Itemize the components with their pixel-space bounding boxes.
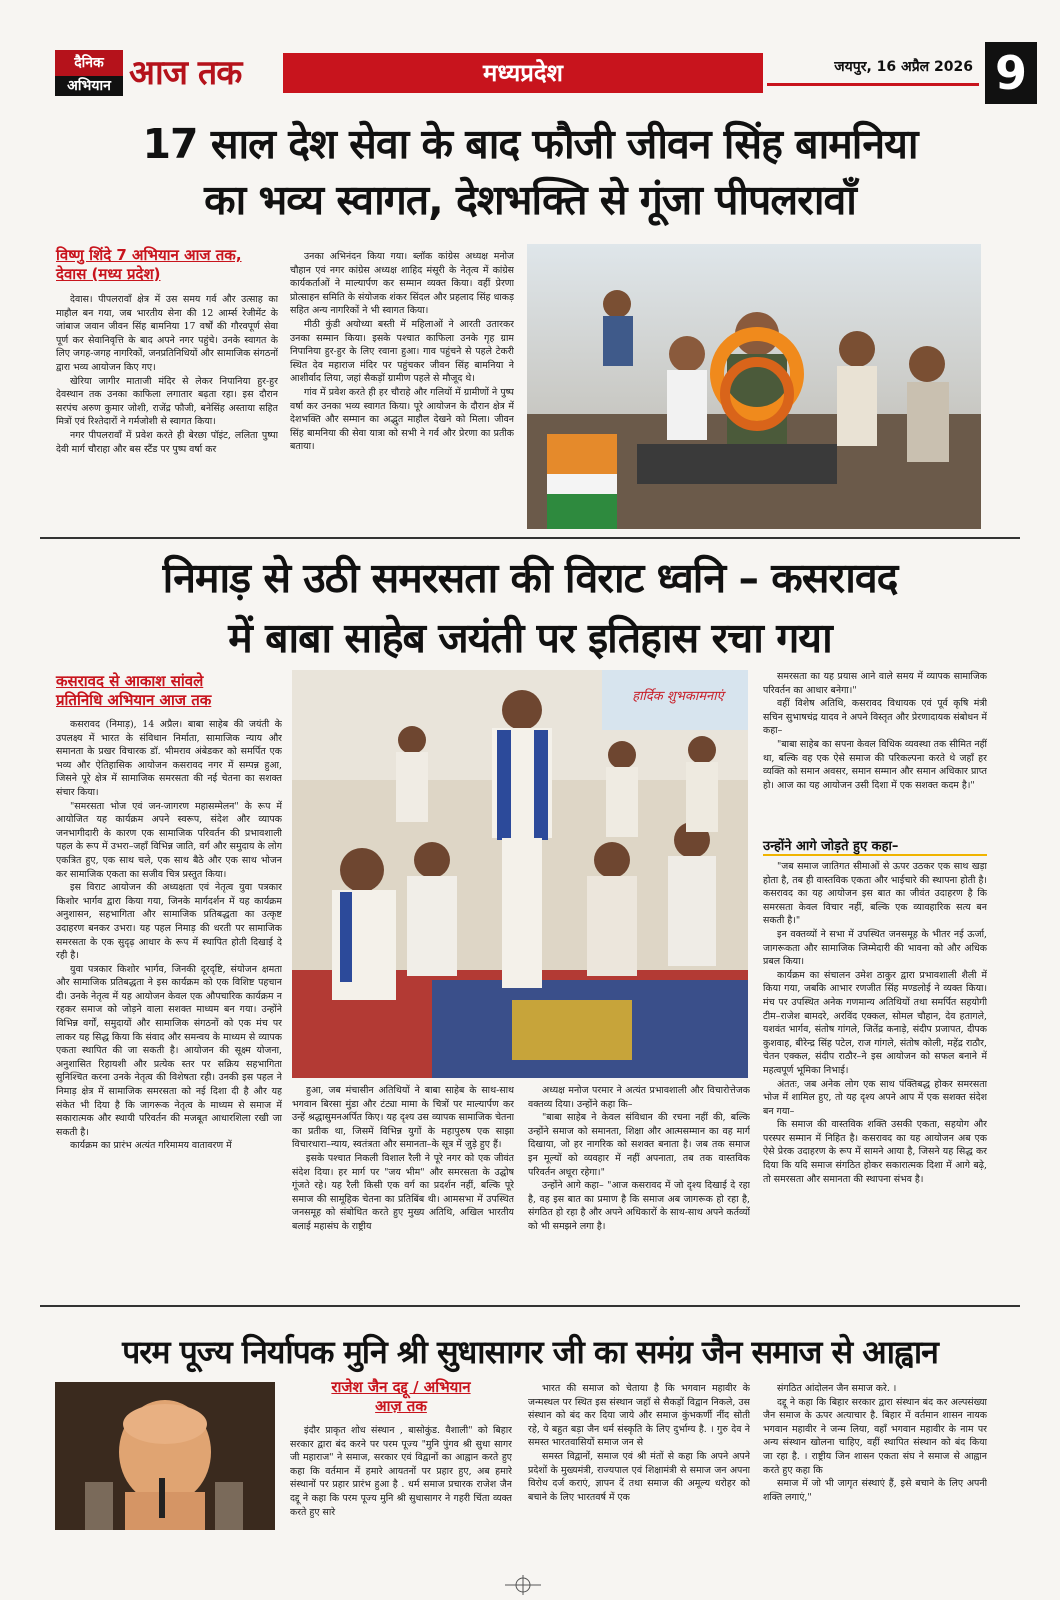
story1-photo-soldier-welcome — [527, 244, 981, 529]
paragraph: इंदौर प्राकृत शोध संस्थान , बासोकुंड. वैशाली" को बिहार सरकार द्वारा बंद करने पर परम पूज्य "मुनि पुंगव श्री सुधा सागर जी महाराज" ने समाज, सरकार एवं विद्वानों का आह्वान करते हुए कहा कि वर्तमान में हमारे आयतनों पर प्रहार हुए, अब हमारे संस्थानों पर प्रहार प्रारंभ हुआ है . धर्म समाज प्रचारक राजेश जैन दद्दू ने कहा कि परम पूज्य मुनि श्री सुधासागर ने गहरी चिंता व्यक्त करते हुए सारे — [290, 1425, 512, 1518]
divider — [40, 537, 1020, 539]
section-title: मध्यप्रदेश — [283, 53, 763, 93]
paragraph: कि समाज की वास्तविक शक्ति उसकी एकता, सहयोग और परस्पर सम्मान में निहित है। कसरावद का यह आयोजन अब एक ऐसे प्रेरक उदाहरण के रूप में सामने आया है, जिसने यह सिद्ध कर दिया कि यदि समाज संगठित होकर सकारात्मक दिशा में आगे बढ़े, तो समरसता और समानता की स्थापना संभव है। — [763, 1119, 987, 1185]
story1-byline-line2: देवास (मध्य प्रदेश) — [56, 265, 161, 283]
masthead — [55, 46, 1027, 100]
paragraph: अंततः, जब अनेक लोग एक साथ पंक्तिबद्ध होकर समरसता भोज में शामिल हुए, तो यह दृश्य अपने आप में एक सशक्त संदेश बन गया– — [763, 1078, 987, 1117]
story2-headline-line1: निमाड़ से उठी समरसता की विराट ध्वनि – कसरावद — [162, 554, 898, 602]
paragraph: समरसता का यह प्रयास आने वाले समय में व्यापक सामाजिक परिवर्तन का आधार बनेगा।" — [763, 671, 987, 696]
story3-byline — [290, 1378, 512, 1416]
paragraph: मीठी कुंडी अयोध्या बस्ती में महिलाओं ने आरती उतारकर उनका सम्मान किया। इसके पश्चात काफिला उनके गृह ग्राम निपानिया हुर-हुर के लिए रवाना हुआ। गाव पहुंचने से पहले टेकरी स्थित देव महाराज मंदिर पर पहुंचकर जीवन सिंह बामनिया ने आशीर्वाद लिया, जहां सैकड़ों ग्रामीण पहले से मौजूद थे। — [290, 318, 514, 385]
paragraph: भारत की समाज को चेताया है कि भगवान महावीर के जन्मस्थल पर स्थित इस संस्थान जहाँ से सैकड़ों विद्वान निकले, उस संस्थान को बंद कर दिया जाये और समाज कुंभकर्णी नींद सोती रहे, ये बहुत बड़ा जैन धर्म संस्कृति के लिए दुर्भाग्य है. । गुरु देव ने समस्त भारतवासियों समाज जन से — [528, 1383, 750, 1449]
story3-byline-line1: राजेश जैन दद्दू / अभियान — [331, 1378, 471, 1396]
paragraph: "समरसता भोज एवं जन-जागरण महासम्मेलन" के रूप में आयोजित यह कार्यक्रम अपने स्वरूप, संदेश और व्यापक जनभागीदारी के कारण एक सामाजिक परिवर्तन की प्रभावशाली पहल के रूप में उभरा–जहाँ विभिन्न जाति, वर्ग और समुदाय के लोग एकत्रित हुए, एक साथ चले, एक साथ बैठे और एक साथ भोजन कर सामाजिक एकता का सजीव चित्र प्रस्तुत किया। — [56, 800, 282, 880]
photo-banner-text: हार्दिक शुभकामनाएं — [632, 689, 724, 704]
story1-headline — [40, 116, 1020, 228]
story1-column-2 — [290, 250, 514, 522]
paragraph: इस विराट आयोजन की अध्यक्षता एवं नेतृत्व युवा पत्रकार किशोर भार्गव द्वारा किया गया, जिनके मार्गदर्शन में यह कार्यक्रम अनुशासन, सहभागिता और सामाजिक प्रतिबद्धता का उत्कृष्ट उदाहरण बनकर उभरा। यह पहल निमाड़ की धरती पर सामाजिक समरसता के एक सुदृढ़ आधार के रूप में स्थापित होती दिखाई दे रही है। — [56, 882, 282, 962]
brand-title: आज तक — [129, 53, 242, 93]
story1-headline-line1: 17 साल देश सेवा के बाद फौजी जीवन सिंह बामनिया — [142, 120, 918, 168]
paragraph: इसके पश्चात निकली विशाल रैली ने पूरे नगर को एक जीवंत संदेश दिया। हर मार्ग पर "जय भीम" और समरसता के उद्घोष गूंजते रहे। यह रैली किसी एक वर्ग का प्रदर्शन नहीं, बल्कि पूरे समाज की सामूहिक चेतना का प्रतिबिंब थी। आमसभा में उपस्थित जनसमूह को संबोधित करते हुए मुख्य अतिथि, अखिल भारतीय बलाई महासंघ के राष्ट्रीय — [292, 1152, 514, 1232]
story1-column-1 — [56, 293, 278, 523]
story2-byline-line2: प्रतिनिधि अभियान आज तक — [56, 691, 212, 709]
story3-byline-line2: आज़ तक — [375, 1397, 427, 1415]
story2-headline-line2: में बाबा साहेब जयंती पर इतिहास रचा गया — [228, 614, 832, 662]
paragraph: "बाबा साहेब ने केवल संविधान की रचना नहीं की, बल्कि उन्होंने समाज को समानता, शिक्षा और आत्मसम्मान का वह मार्ग दिखाया, जो हर नागरिक को सशक्त बनाता है। जब तक समाज इन मूल्यों को व्यवहार में नहीं अपनाता, तब तक वास्तविक परिवर्तन अधूरा रहेगा।" — [528, 1112, 750, 1178]
brand-small-line2: अभियान — [55, 76, 123, 96]
story2-byline — [56, 672, 286, 710]
story1-headline-line2: का भव्य स्वागत, देशभक्ति से गूंजा पीपलरावाँ — [204, 176, 856, 224]
paragraph: समस्त विद्वानों, समाज एवं श्री मंतों से कहा कि अपने अपने प्रदेशों के मुख्यमंत्री, राज्यपाल एवं शिक्षामंत्री से समाज जन अपना विरोध दर्ज कराएं, ज्ञापन दें तथा समाज की अमूल्य धरोहर को बचाने के लिए भारतवर्ष में एक — [528, 1450, 750, 1503]
registration-mark — [505, 1575, 541, 1595]
story3-column-3 — [763, 1382, 987, 1536]
paragraph: हुआ, जब मंचासीन अतिथियों ने बाबा साहेब के साथ-साथ भगवान बिरसा मुंडा और टंट्या मामा के चित्रों पर माल्यार्पण कर उन्हें श्रद्धासुमनअर्पित किए। यह दृश्य उस व्यापक सामाजिक चेतना का प्रतीक था, जिसमें विभिन्न युगों के महापुरुष एक साझा विचारधारा–न्याय, स्वतंत्रता और समानता–के सूत्र में जुड़े हुए हैं। — [292, 1085, 514, 1151]
paragraph: कसरावद (निमाड़), 14 अप्रैल। बाबा साहेब की जयंती के उपलक्ष्य में भारत के संविधान निर्माता, सामाजिक न्याय और समानता के प्रखर विचारक डॉ. भीमराव अंबेडकर को समर्पित एक भव्य और ऐतिहासिक आयोजन कसरावद नगर में सम्पन्न हुआ, जिसने पूरे क्षेत्र में सामाजिक समरसता की नई चेतना का सशक्त संचार किया। — [56, 719, 282, 798]
story3-photo-monk — [55, 1382, 275, 1530]
paragraph: कार्यक्रम का संचालन उमेश ठाकुर द्वारा प्रभावशाली शैली में किया गया, जबकि आभार रणजीत सिंह मण्डलोई ने व्यक्त किया। मंच पर उपस्थित अनेक गणमान्य अतिथियों तथा समर्पित सहयोगी टीम–राजेश बामदरे, अरविंद एक्कल, सोमल चौहान, देव हतागले, यशवंत भार्गव, संतोष गांगले, जितेंद्र कनाड़े, संदीप प्रजापत, दीपक कुशवाह, बीरेन्द्र सिंह पटेल, राज गांगले, संतोष कोली, महेंद्र राठौर, चेतन एक्कल, संदीप राठौर–ने इस आयोजन को सफल बनाने में महत्वपूर्ण भूमिका निभाई। — [763, 969, 987, 1076]
story3-headline: परम पूज्य निर्यापक मुनि श्री सुधासागर जी का समंग्र जैन समाज से आह्वान — [122, 1333, 938, 1371]
brand-small-line1: दैनिक — [74, 55, 104, 71]
paragraph: उनका अभिनंदन किया गया। ब्लॉक कांग्रेस अध्यक्ष मनोज चौहान एवं नगर कांग्रेस अध्यक्ष शाहिद मंसूरी के नेतृत्व में कांग्रेस कार्यकर्ताओं ने माल्यार्पण कर सम्मान व्यक्त किया। वहीं प्रेरणा प्रोत्साहन समिति के संयोजक शंकर सिंदल और प्रहलाद सिंह धाकड़ सहित अन्य नागरिकों ने भी स्वागत किया। — [290, 251, 514, 317]
story2-photo-gathering — [292, 670, 748, 1078]
story3-column-2 — [528, 1382, 750, 1536]
paragraph: अध्यक्ष मनोज परमार ने अत्यंत प्रभावशाली और विचारोत्तेजक वक्तव्य दिया। उन्होंने कहा कि– — [528, 1085, 750, 1110]
divider — [40, 1305, 1020, 1307]
paragraph: युवा पत्रकार किशोर भार्गव, जिनकी दूरदृष्टि, संयोजन क्षमता और सामाजिक प्रतिबद्धता ने इस कार्यक्रम को एक विशिष्ट पहचान दी। उनके नेतृत्व में यह आयोजन केवल एक औपचारिक कार्यक्रम न रहकर समाज को जोड़ने वाला सशक्त माध्यम बन गया। उन्होंने विभिन्न वर्गों, समुदायों और सामाजिक संगठनों को एक मंच पर लाकर यह सिद्ध किया कि संवाद और समन्वय के माध्यम से व्यापक एकता स्थापित की जा सकती है। आयोजन की सूक्ष्म योजना, अनुशासित रिहायशी और प्रत्येक स्तर पर सक्रिय सहभागिता सुनिश्चित करना उनके नेतृत्व की विशेषता रही। उनकी इस पहल ने निमाड़ क्षेत्र में सामाजिक समरसता को नई दिशा दी है और यह संकेत भी दिया है कि जागरूक नेतृत्व के माध्यम से समाज में सकारात्मक और स्थायी परिवर्तन की मजबूत आधारशिला रखी जा सकती है। — [56, 963, 282, 1138]
paragraph: नगर पीपलरावाँ में प्रवेश करते ही बेरछा पॉइंट, ललिता पुष्पा देवी मार्ग चौराहा और बस स्टैंड पर पुष्प वर्षा कर — [56, 429, 278, 455]
story2-column-4-top — [763, 670, 987, 830]
paragraph: खेरिया जागीर माताजी मंदिर से लेकर निपानिया हुर-हुर देवस्थान तक उनका काफिला लगातार बढ़ता रहा। इस दौरान सरपंच अरुण कुमार जोशी, राजेंद्र फौजी, बनेसिंह अस्ताया सहित मित्रों एवं रिश्तेदारों ने गर्मजोशी से स्वागत किया। — [56, 375, 278, 428]
paragraph: कार्यक्रम का प्रारंभ अत्यंत गरिमामय वातावरण में — [70, 1140, 232, 1152]
story2-column-3 — [528, 1084, 750, 1296]
story1-byline — [56, 246, 286, 284]
paragraph: वहीं विशेष अतिथि, कसरावद विधायक एवं पूर्व कृषि मंत्री सचिन सुभाषचंद्र यादव ने अपने विस्तृत और प्रेरणादायक संबोधन में कहा– — [763, 698, 987, 737]
story2-headline — [40, 548, 1020, 668]
paragraph: देवास। पीपलरावाँ क्षेत्र में उस समय गर्व और उत्साह का माहौल बन गया, जब भारतीय सेना की 12 आर्म्स रेजीमेंट के जांबाज जवान जीवन सिंह बामनिया 17 वर्षों की गौरवपूर्ण सेवा पूर्ण कर सेवानिवृत्ति के बाद अपने नगर पहुंचे। उनके स्वागत के लिए जगह-जगह नागरिकों, जनप्रतिनिधियों और सामाजिक संगठनों द्वारा भव्य आयोजन किए गए। — [56, 294, 278, 373]
edition-date: जयपुर, 16 अप्रैल 2026 — [767, 54, 979, 86]
story3-column-1 — [290, 1424, 512, 1536]
story1-byline-line1: विष्णु शिंदे 7 अभियान आज तक, — [56, 246, 242, 264]
brand-logo-small — [55, 50, 123, 96]
paragraph: "जब समाज जातिगत सीमाओं से ऊपर उठकर एक साथ खड़ा होता है, तब ही वास्तविक एकता और भाईचारे की स्थापना होती है। कसरावद का यह आयोजन इस बात का जीवंत उदाहरण है कि समरसता केवल विचार नहीं, बल्कि एक व्यावहारिक सत्य बन सकती है।" — [763, 861, 987, 927]
paragraph: गांव में प्रवेश करते ही हर चौराहे और गलियों में ग्रामीणों ने पुष्प वर्षा कर उनका भव्य स्वागत किया। पूरे आयोजन के दौरान क्षेत्र में देशभक्ति और सम्मान का अद्भुत माहौल देखने को मिला। जीवन सिंह बामनिया की सेवा यात्रा को सभी ने गर्व और प्रेरणा का प्रतीक बताया। — [290, 386, 514, 453]
paragraph: इन वक्तव्यों ने सभा में उपस्थित जनसमूह के भीतर नई ऊर्जा, जागरूकता और सामाजिक जिम्मेदारी की भावना को और अधिक प्रबल किया। — [763, 928, 987, 968]
paragraph: दद्दू ने कहा कि बिहार सरकार द्वारा संस्थान बंद कर अल्पसंख्या जैन समाज के ऊपर अत्याचार है. बिहार में वर्तमान शासन नायक भगवान महावीर ने जन्म लिया, वहाँ भगवान महावीर के नाम पर अन्य संस्थान खोलना चाहिए, वहीं स्थापित संस्थान को बंद किया जा रहा है. । राष्ट्रीय जिन शासन एकता संघ ने समाज से आह्वान करते हुए कहा कि — [763, 1396, 987, 1476]
paragraph: संगठित आंदोलन जैन समाज करे. । — [777, 1383, 897, 1394]
story2-subhead: उन्होंने आगे जोड़ते हुए कहा– — [763, 836, 987, 856]
story2-byline-line1: कसरावद से आकाश सांवले — [56, 672, 204, 690]
story2-column-4-bottom — [763, 860, 987, 1296]
paragraph: उन्होंने आगे कहा– "आज कसरावद में जो दृश्य दिखाई दे रहा है, वह इस बात का प्रमाण है कि समाज अब जागरूक हो रहा है, संगठित हो रहा है और अपने अधिकारों के साथ-साथ अपने कर्तव्यों को भी समझने लगा है। — [528, 1180, 750, 1232]
page-number: 9 — [985, 42, 1037, 104]
story2-column-2 — [292, 1084, 514, 1296]
paragraph: समाज में जो भी जागृत संस्थाएं हैं, इसे बचाने के लिए अपनी शक्ति लगाएं," — [763, 1478, 987, 1503]
story2-column-1 — [56, 718, 282, 1296]
paragraph: "बाबा साहेब का सपना केवल विधिक व्यवस्था तक सीमित नहीं था, बल्कि वह एक ऐसे समाज की परिकल्पना करते थे जहाँ हर व्यक्ति को समान अवसर, समान सम्मान और समान अधिकार प्राप्त हो। आज का यह आयोजन उसी दिशा में एक सशक्त कदम है।" — [763, 738, 987, 791]
